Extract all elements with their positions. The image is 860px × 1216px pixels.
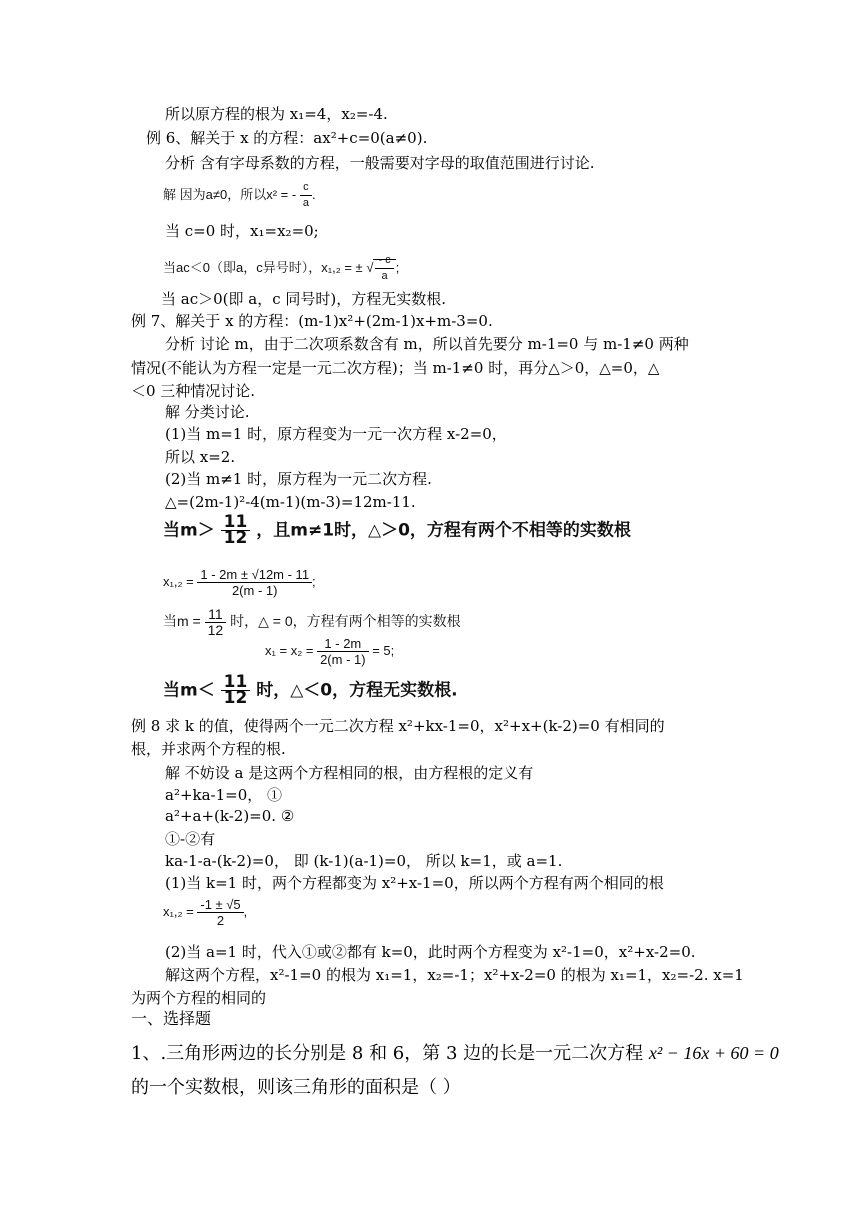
- example-7-condition-1: [163, 512, 631, 548]
- question-1-line-b: 的一个实数根，则该三角形的面积是（ ）: [131, 1077, 461, 1098]
- fraction-denominator: 12: [223, 688, 248, 708]
- example-7-analysis-3: ＜0 三种情况讨论.: [131, 382, 256, 400]
- example-7-root-numerator: 1 - 2m ± √12m - 11: [197, 567, 312, 583]
- example-8-root-formula: x₁,₂ = $\frac{-1 \pm √5}{2}$ ,: [163, 897, 248, 928]
- example-7-condition-3: [163, 672, 458, 708]
- example-6-title: 例 6、解关于 x 的方程：ax²+c=0(a≠0).: [146, 129, 428, 147]
- example-7-analysis-1: 分析 讨论 m，由于二次项系数含有 m，所以首先要分 m-1=0 与 m-1≠0 两种: [165, 335, 689, 353]
- example-7-analysis-2: 情况(不能认为方程一定是一元二次方程)；当 m-1≠0 时，再分△＞0，△=0，△: [131, 359, 660, 377]
- example-8-eq-2: a²+a+(k-2)=0. ②: [165, 807, 295, 825]
- example-7-condition-3-a: 当m＜: [163, 680, 215, 701]
- example-8-root-label: x₁,₂ =: [163, 903, 194, 919]
- example-7-root-formula: x₁,₂ = $\frac{1 - 2m \pm √12m - 11}{2(m - 1)}$ ;: [163, 567, 316, 598]
- fraction-denominator: 12: [223, 528, 248, 548]
- example-6-analysis: 分析 含有字母系数的方程，一般需要对字母的取值范围进行讨论.: [165, 154, 595, 172]
- example-7-x-equals-2: 所以 x=2.: [165, 448, 236, 466]
- example-7-condition-1-b: ，且m≠1时，△＞0，方程有两个不相等的实数根: [256, 520, 631, 541]
- example-7-solve: 解 分类讨论.: [165, 403, 250, 421]
- example-8-case-2: (2)当 a=1 时，代入①或②都有 k=0，此时两个方程变为 x²-1=0，x²+x-2=0.: [165, 943, 696, 961]
- example-7-equal-root-label: x₁ = x₂ =: [265, 642, 314, 658]
- example-6-ac-negative: 当ac＜0（即a，c异号时），x₁,₂ = ± √ $\frac{- c}{a}$ ;: [163, 254, 400, 282]
- example-8-eq-1: a²+ka-1=0， ①: [165, 786, 283, 804]
- example-7-condition-2-a: 当m =: [163, 613, 201, 630]
- example-7-condition-2: [163, 607, 461, 638]
- example-8-subtract: ①-②有: [165, 830, 216, 848]
- example-8-case-1: (1)当 k=1 时，两个方程都变为 x²+x-1=0，所以两个方程有两个相同的根: [165, 874, 664, 892]
- roots-line: 所以原方程的根为 x₁=4，x₂=-4.: [165, 105, 388, 123]
- example-8-solve-2b: 为两个方程的相同的: [131, 989, 267, 1007]
- example-6-solve-equation: 解 因为a≠0，所以x² = - $\frac{c}{a}$ .: [163, 181, 316, 209]
- example-6-ac-negative-label: 当ac＜0（即a，c异号时），x₁,₂ = ±: [163, 259, 363, 275]
- question-1-text-a: 1、.三角形两边的长分别是 8 和 6，第 3 边的长是一元二次方程: [131, 1043, 644, 1064]
- example-7-equal-root: [265, 636, 394, 667]
- question-1-line-a: [131, 1040, 779, 1067]
- equal-root-numerator: 1 - 2m: [317, 636, 369, 652]
- example-7-title: 例 7、解关于 x 的方程：(m-1)x²+(2m-1)x+m-3=0.: [131, 312, 493, 330]
- example-7-condition-3-b: 时，△＜0，方程无实数根.: [256, 680, 458, 701]
- equal-root-denominator: 2(m - 1): [320, 652, 366, 667]
- example-8-solve-2a: 解这两个方程，x²-1=0 的根为 x₁=1，x₂=-1；x²+x-2=0 的根为 x₁=1，x₂=-2. x=1: [165, 966, 744, 984]
- example-7-root-denominator: 2(m - 1): [231, 583, 278, 598]
- example-8-ka-line: ka-1-a-(k-2)=0， 即 (k-1)(a-1)=0， 所以 k=1，或 a=1.: [165, 852, 563, 870]
- example-8-root-numerator: -1 ± √5: [197, 897, 243, 913]
- example-7-case-2: (2)当 m≠1 时，原方程为一元二次方程.: [165, 470, 432, 488]
- fraction-numerator: 11: [221, 675, 251, 691]
- example-8-title-b: 根，并求两个方程的根.: [131, 740, 286, 758]
- example-6-ac-positive: 当 ac＞0(即 a，c 同号时)，方程无实数根.: [161, 290, 447, 308]
- example-7-equal-root-value: = 5;: [372, 642, 395, 658]
- fraction-numerator: 11: [221, 515, 251, 531]
- example-6-c-zero: 当 c=0 时，x₁=x₂=0;: [165, 222, 319, 240]
- example-7-root-label: x₁,₂ =: [163, 573, 194, 589]
- section-title: 一、选择题: [131, 1009, 212, 1028]
- example-8-title-a: 例 8 求 k 的值，使得两个一元二次方程 x²+kx-1=0，x²+x+(k-2)=0 有相同的: [131, 717, 665, 735]
- example-8-root-denominator: 2: [216, 913, 225, 928]
- example-7-case-1: (1)当 m=1 时，原方程变为一元一次方程 x-2=0，: [165, 425, 507, 443]
- example-8-solve: 解 不妨设 a 是这两个方程相同的根，由方程根的定义有: [165, 764, 534, 782]
- example-7-condition-2-b: 时，△ = 0，方程有两个相等的实数根: [230, 613, 461, 630]
- fraction-numerator: 11: [205, 607, 227, 623]
- fraction-denominator: 12: [207, 622, 224, 638]
- example-7-delta: △=(2m-1)²-4(m-1)(m-3)=12m-11.: [165, 493, 416, 511]
- example-7-condition-1-a: 当m＞: [163, 520, 215, 541]
- question-1-equation: x² − 16x + 60 = 0: [648, 1043, 779, 1063]
- example-6-solve-label: 解 因为a≠0，所以x² = -: [163, 186, 297, 202]
